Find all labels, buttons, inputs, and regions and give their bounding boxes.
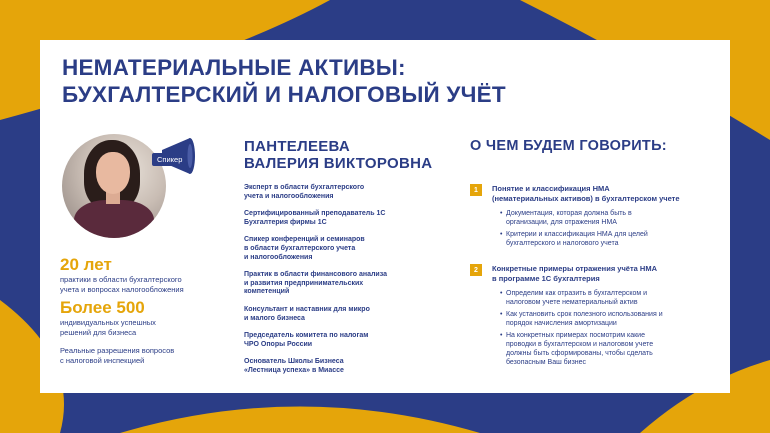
credential-line: ЧРО Опоры России — [244, 340, 313, 348]
credential-item — [244, 184, 454, 201]
credential-line: Спикер конференций и семинаров — [244, 236, 365, 244]
speaker-info — [244, 138, 454, 385]
credential-item — [244, 358, 454, 375]
credential-line: и малого бизнеса — [244, 314, 305, 322]
bullet-line: • Документация, которая должна быть в — [506, 210, 632, 217]
credential-item — [244, 210, 454, 227]
topic-heading — [492, 264, 715, 283]
speaker-photo — [62, 134, 166, 238]
credential-line: Основатель Школы Бизнеса — [244, 358, 344, 366]
topics-section — [470, 138, 715, 370]
topic-bullets — [492, 289, 715, 367]
title-line-1: НЕМАТЕРИАЛЬНЫЕ АКТИВЫ: — [62, 55, 406, 80]
topic-number-badge: 1 — [470, 184, 482, 196]
topic-number-badge: 2 — [470, 264, 482, 276]
credential-line: Практик в области финансового анализа — [244, 271, 387, 279]
bullet-line: • На конкретных примерах посмотрим какие — [506, 332, 645, 339]
topic-heading — [492, 184, 715, 203]
credential-line: Эксперт в области бухгалтерского — [244, 184, 365, 191]
credential-line: в области бухгалтерского учета — [244, 244, 356, 252]
clients-value: Более 500 — [60, 298, 145, 317]
topic-heading-line: Понятие и классификация НМА — [492, 184, 610, 193]
topics-title: О ЧЕМ БУДЕМ ГОВОРИТЬ: — [470, 138, 667, 154]
page-title — [62, 54, 702, 108]
credential-line: Председатель комитета по налогам — [244, 332, 369, 340]
clients-text-1: индивидуальных успешных — [60, 318, 156, 327]
topic-bullet — [500, 331, 715, 367]
bullet-line: бухгалтерского и налогового учета — [506, 240, 619, 247]
bullet-line: • Определим как отразить в бухгалтерском и — [506, 290, 648, 297]
topic-heading-line: (нематериальных активов) в бухгалтерском учете — [492, 193, 680, 203]
years-text-2: учета и вопросах налогообложения — [60, 284, 184, 294]
speaker-surname: ПАНТЕЛЕЕВА — [244, 138, 351, 155]
topic-item-1 — [470, 184, 715, 248]
bullet-line: налоговом учете нематериальный актив — [506, 299, 638, 306]
content-card — [40, 40, 730, 393]
bullet-line: должны быть сформированы, чтобы сделать — [506, 350, 653, 357]
credential-line: компетенций — [244, 288, 290, 296]
years-text-1: практики в области бухгалтерского — [60, 275, 182, 284]
topic-item-2 — [470, 264, 715, 367]
permits-text-2: с налоговой инспекцией — [60, 355, 145, 365]
credential-line: Консультант и наставник для микро — [244, 305, 370, 313]
credentials-list — [244, 184, 454, 376]
bullet-line: безопасным Ваш бизнес — [506, 359, 587, 366]
credential-line: Бухгалтерия фирмы 1С — [244, 218, 327, 226]
bullet-line: порядок начисления амортизации — [506, 320, 617, 327]
title-line-2: БУХГАЛТЕРСКИЙ И НАЛОГОВЫЙ УЧЁТ — [62, 82, 506, 107]
topic-heading-line: в программе 1С бухгалтерия — [492, 273, 600, 283]
speaker-stats — [60, 255, 235, 365]
credential-item — [244, 236, 454, 262]
bullet-line: • Как установить срок полезного использования и — [506, 311, 663, 318]
credential-item — [244, 271, 454, 297]
credential-item — [244, 332, 454, 349]
permits-text-1: Реальные разрешения вопросов — [60, 346, 175, 355]
topic-bullet — [500, 209, 715, 227]
years-value: 20 лет — [60, 255, 112, 274]
speaker-badge: Спикер — [152, 153, 187, 166]
topic-heading-line: Конкретные примеры отражения учёта НМА — [492, 264, 657, 273]
credential-line: и налогообложения — [244, 253, 313, 261]
topic-bullet — [500, 230, 715, 248]
credential-line: «Лестница успеха» в Миассе — [244, 366, 344, 374]
clients-text-2: решений для бизнеса — [60, 327, 137, 337]
credential-item — [244, 306, 454, 323]
bullet-line: организации, для отражения НМА — [506, 219, 617, 226]
topic-bullet — [500, 289, 715, 307]
credential-line: учета и налогообложения — [244, 192, 334, 200]
speaker-given-name: ВАЛЕРИЯ ВИКТОРОВНА — [244, 155, 433, 172]
topic-bullets — [492, 209, 715, 248]
bullet-line: проводки в бухгалтерском и налоговом учете — [506, 341, 654, 348]
bullet-line: • Критерии и классификация НМА для целей — [506, 231, 648, 238]
credential-line: и развития предпринимательских — [244, 279, 364, 287]
topic-bullet — [500, 310, 715, 328]
credential-line: Сертифицированный преподаватель 1С — [244, 210, 386, 218]
